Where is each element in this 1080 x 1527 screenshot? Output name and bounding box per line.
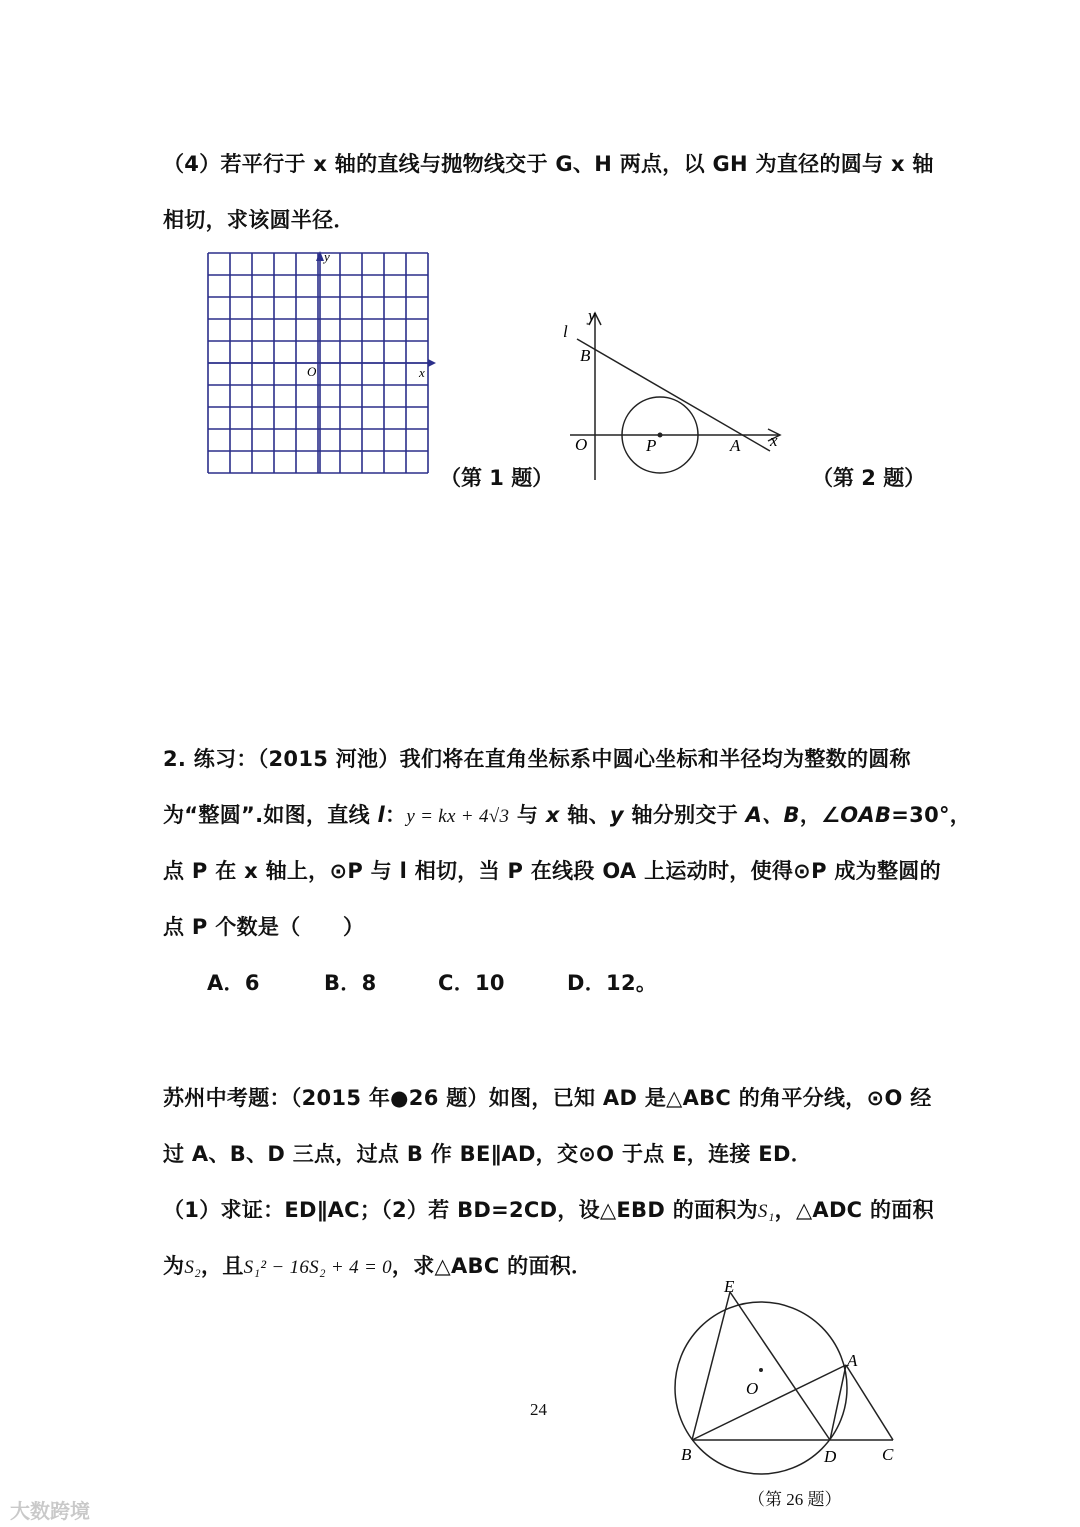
fig2-caption: （第 2 题）: [812, 466, 926, 490]
option-a: A．6: [207, 971, 260, 995]
q26-line-4: 为S₂，且S₁² − 16S₂ + 4 = 0，求△ABC 的面积．: [163, 1254, 593, 1278]
fig26-label-d: D: [824, 1447, 837, 1466]
q26-equation: S₁² − 16S₂ + 4 = 0: [243, 1257, 392, 1278]
fig26-center-o: [759, 1368, 763, 1372]
fig26-line-ac: [846, 1365, 893, 1440]
option-d: D．12。: [567, 971, 658, 995]
q2-line-3: 点 P 在 x 轴上，⊙P 与 l 相切，当 P 在线段 OA 上运动时，使得⊙P 成为整圆的: [163, 859, 941, 883]
fig1-caption: （第 1 题）: [440, 466, 554, 490]
q2-line-1: 2. 练习：（2015 河池）我们将在直角坐标系中圆心坐标和半径均为整数的圆称: [163, 747, 911, 771]
fig26-label-o: O: [746, 1379, 759, 1398]
watermark: 大数跨境: [10, 1499, 90, 1523]
fig26-diagram: [660, 1270, 910, 1485]
fig2-label-y: y: [588, 306, 596, 325]
fig1-x-label: x: [419, 365, 425, 380]
option-b: B．8: [324, 971, 377, 995]
fig1-x-arrow: [428, 359, 436, 367]
fig26-caption: （第 26 题）: [748, 1490, 842, 1509]
q2-formula: y = kx + 4√3: [406, 806, 510, 827]
q2-line-4: 点 P 个数是（ ）: [163, 915, 365, 939]
fig2-label-a: A: [730, 436, 741, 455]
fig2-label-x: x: [770, 431, 778, 450]
fig26-label-b: B: [681, 1445, 692, 1464]
fig1-grid: [200, 247, 440, 479]
fig2-diagram: [555, 305, 790, 485]
fig26-line-be: [692, 1292, 730, 1440]
fig2-line-l: [577, 339, 770, 451]
q2-options: [207, 967, 657, 997]
fig2-point-p: [658, 433, 663, 438]
q26-line-3: （1）求证：ED∥AC；（2）若 BD=2CD，设△EBD 的面积为S₁，△ADC 的面积: [163, 1198, 934, 1222]
fig2-label-p: P: [646, 436, 657, 455]
q4-line-1: （4）若平行于 x 轴的直线与抛物线交于 G、H 两点，以 GH 为直径的圆与 x 轴: [163, 152, 934, 176]
option-c: C．10: [438, 971, 505, 995]
q26-line-2: 过 A、B、D 三点，过点 B 作 BE∥AD，交⊙O 于点 E，连接 ED．: [163, 1142, 812, 1166]
q26-line-1: 苏州中考题：（2015 年●26 题）如图，已知 AD 是△ABC 的角平分线，⊙O 经: [163, 1086, 932, 1110]
fig26-circle-o: [675, 1302, 847, 1474]
fig2-label-l: l: [563, 322, 568, 341]
fig26-line-ed: [730, 1292, 830, 1440]
fig26-line-ad: [830, 1365, 846, 1440]
q2-line-2: 为“整圆”.如图，直线 l：y = kx + 4√3 与 x 轴、y 轴分别交于 A、B，∠OAB=30°，: [163, 803, 972, 827]
fig26-label-c: C: [882, 1445, 894, 1464]
page-number: 24: [530, 1400, 547, 1419]
fig26-label-a: A: [847, 1351, 858, 1370]
fig1-y-label: y: [324, 249, 330, 264]
fig26-label-e: E: [724, 1277, 735, 1296]
fig2-label-b: B: [580, 346, 591, 365]
q4-line-2: 相切，求该圆半径．: [163, 208, 355, 232]
fig2-label-o: O: [575, 435, 588, 454]
fig1-o-label: O: [307, 364, 317, 379]
